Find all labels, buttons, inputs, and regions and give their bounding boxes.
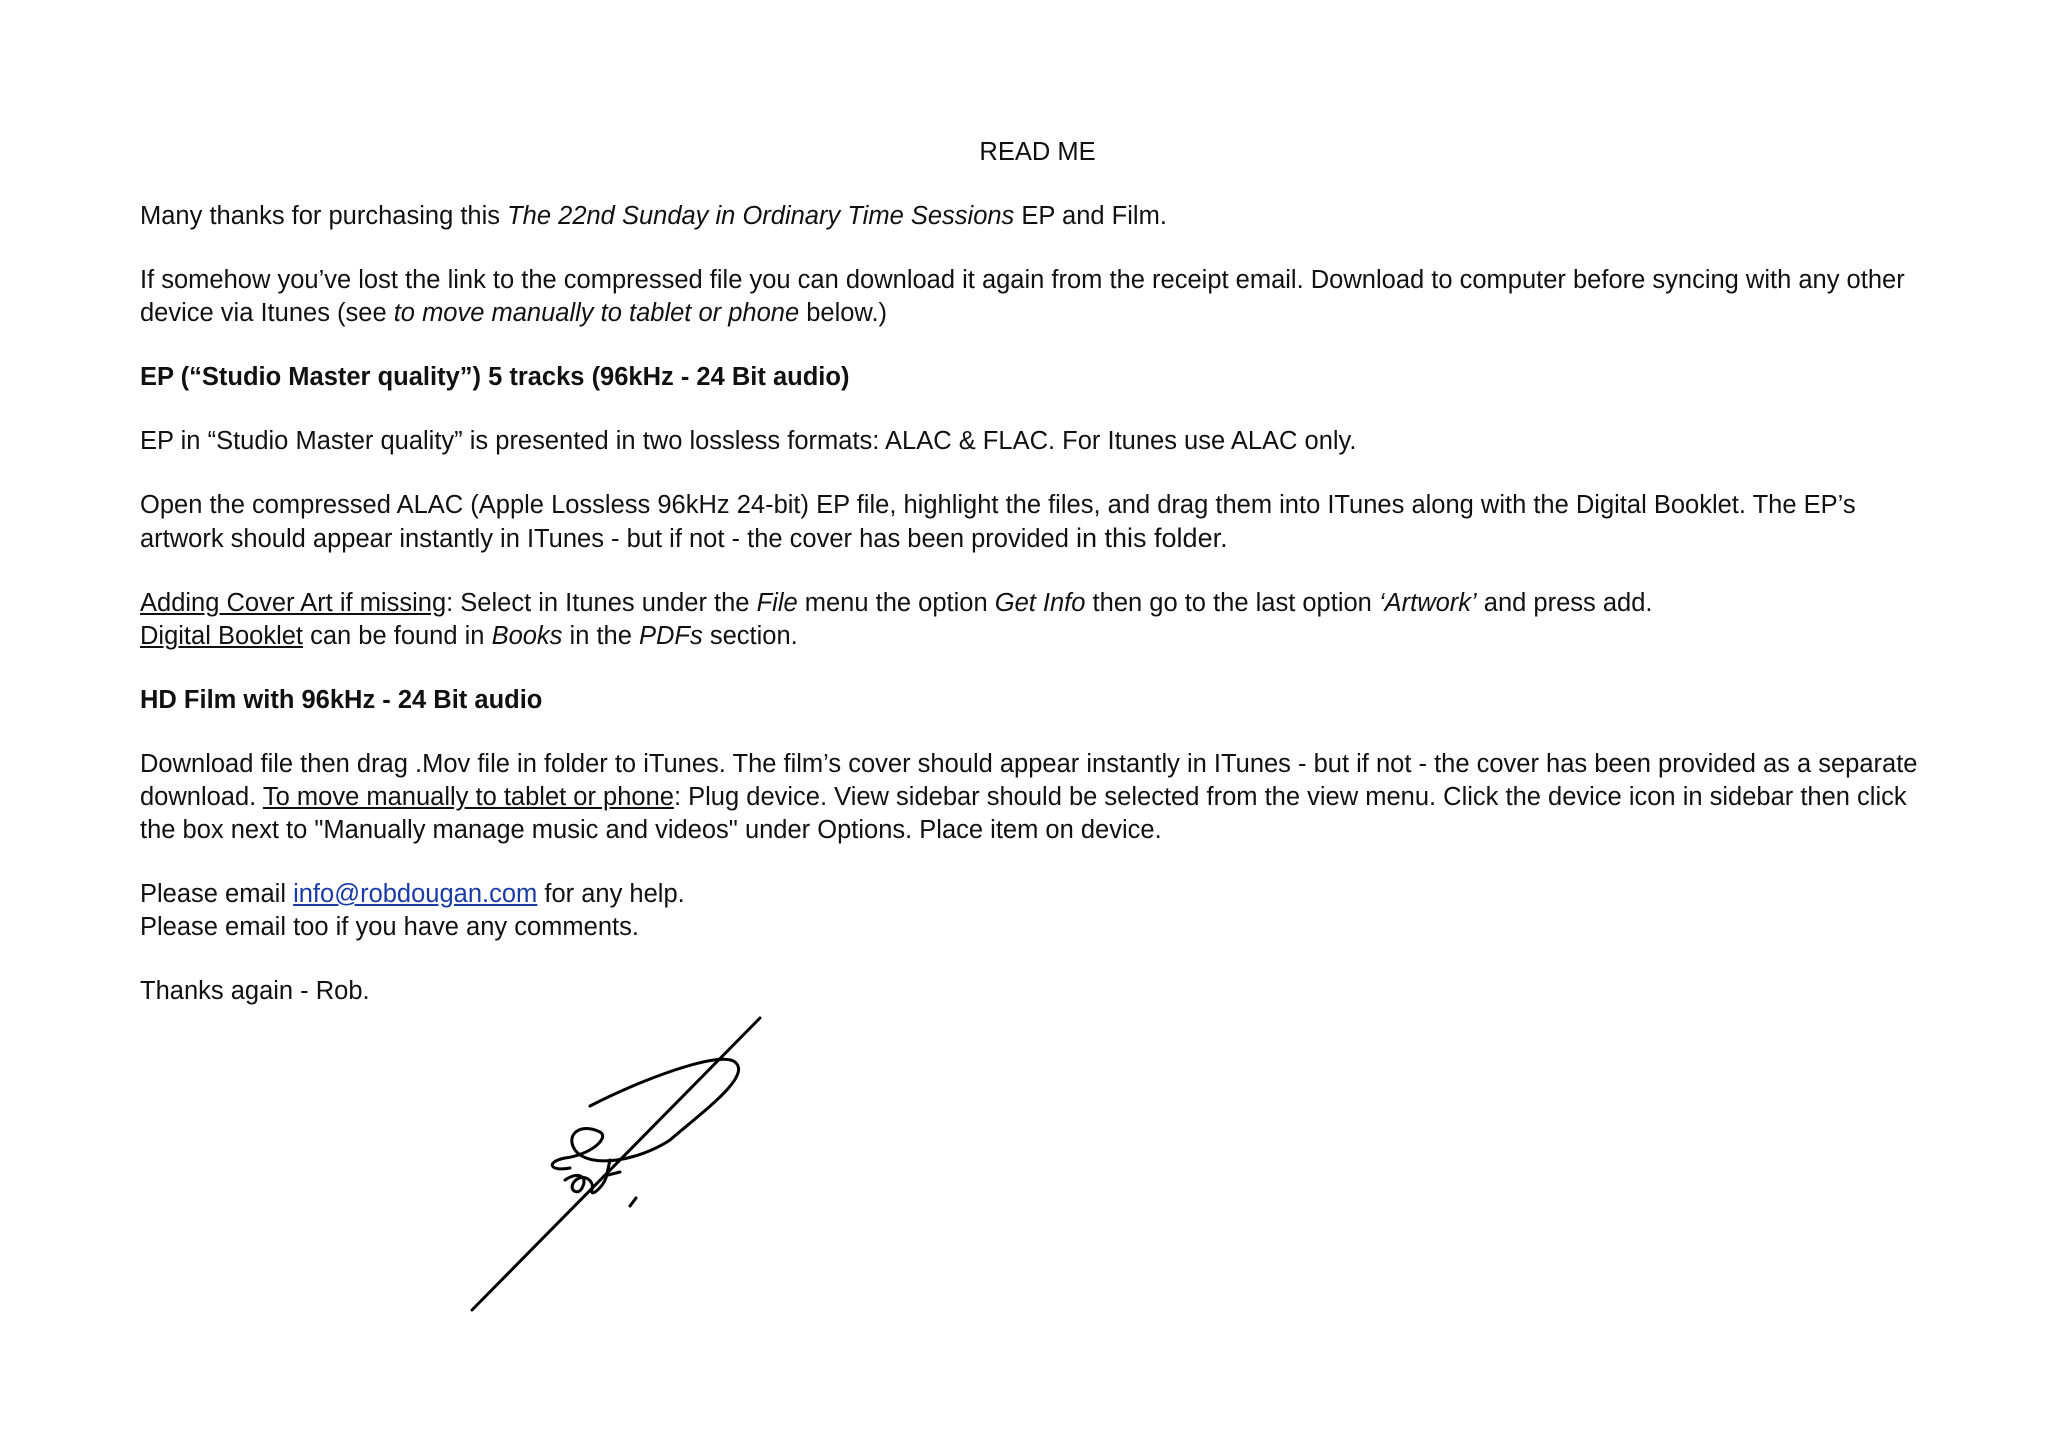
lost-link-paragraph <box>140 264 1920 330</box>
lost-link-italic: to move manually to tablet or phone <box>393 299 800 327</box>
contact-comments: Please email too if you have any comments. <box>140 913 639 941</box>
booklet-text: can be found in <box>303 622 492 650</box>
cover-art-paragraph <box>140 587 1920 653</box>
closing-line: Thanks again - Rob. <box>140 977 370 1005</box>
get-info-option: Get Info <box>994 589 1086 617</box>
contact-text: Please email <box>140 880 294 908</box>
open-alac-folder: in this folder. <box>1076 523 1228 553</box>
contact-text-end: for any help. <box>537 880 685 908</box>
cover-art-text: : Select in Itunes under the <box>446 589 757 617</box>
page-title: READ ME <box>979 138 1096 166</box>
ep-formats-paragraph: EP in “Studio Master quality” is presented in two lossless formats: ALAC & FLAC. For Itunes use ALAC only. <box>140 427 1357 455</box>
intro-text-end: EP and Film. <box>1014 202 1167 230</box>
ep-heading: EP (“Studio Master quality”) 5 tracks (96kHz - 24 Bit audio) <box>140 363 850 391</box>
signature-long-stroke <box>472 1018 760 1310</box>
artwork-option: ‘Artwork’ <box>1378 589 1477 617</box>
signature-loop-stroke <box>552 1059 738 1169</box>
film-text-end: : Plug device. View sidebar should be selected from the view menu. Click the device icon in sidebar then click the box next to "Manually manage music and videos" under Options. Place item on device. <box>140 783 1907 844</box>
film-text: Download file then drag .Mov file in folder to iTunes. The film’s cover should appear instantly in ITunes - but if not - the cover has been provided as a separate download. <box>140 750 1918 811</box>
move-manually-label: To move manually to tablet or phone <box>262 783 674 811</box>
cover-art-text: menu the option <box>797 589 995 617</box>
cover-art-text: and press add. <box>1476 589 1653 617</box>
signature-dot-stroke <box>630 1198 636 1206</box>
intro-text: Many thanks for purchasing this <box>140 202 508 230</box>
film-paragraph <box>140 748 1920 847</box>
signature-image <box>470 1010 810 1320</box>
lost-link-text: If somehow you’ve lost the link to the compressed file you can download it again from the receipt email. Download to computer before syncing with any other device via Itunes (see <box>140 266 1905 327</box>
document-page <box>140 136 1920 1039</box>
booklet-text: in the <box>562 622 639 650</box>
ep-title: The 22nd Sunday in Ordinary Time Sessions <box>507 202 1015 230</box>
signature-letters-stroke <box>565 1160 620 1193</box>
digital-booklet-label: Digital Booklet <box>140 622 303 650</box>
film-heading: HD Film with 96kHz - 24 Bit audio <box>140 686 543 714</box>
intro-paragraph <box>140 200 1920 233</box>
cover-art-text: then go to the last option <box>1085 589 1379 617</box>
lost-link-text-end: below.) <box>799 299 888 327</box>
books-section: Books <box>491 622 563 650</box>
cover-art-label: Adding Cover Art if missing <box>140 589 447 617</box>
open-alac-paragraph <box>140 489 1920 556</box>
pdfs-section: PDFs <box>639 622 703 650</box>
contact-paragraph <box>140 878 1920 944</box>
open-alac-text: Open the compressed ALAC (Apple Lossless 96kHz 24-bit) EP file, highlight the files, and drag them into ITunes along with the Digital Booklet. The EP’s artwork should appear instantly in ITunes - but if not - the cover has been provided <box>140 491 1856 553</box>
booklet-text: section. <box>702 622 798 650</box>
file-menu-name: File <box>756 589 798 617</box>
email-link[interactable]: info@robdougan.com <box>293 880 538 908</box>
